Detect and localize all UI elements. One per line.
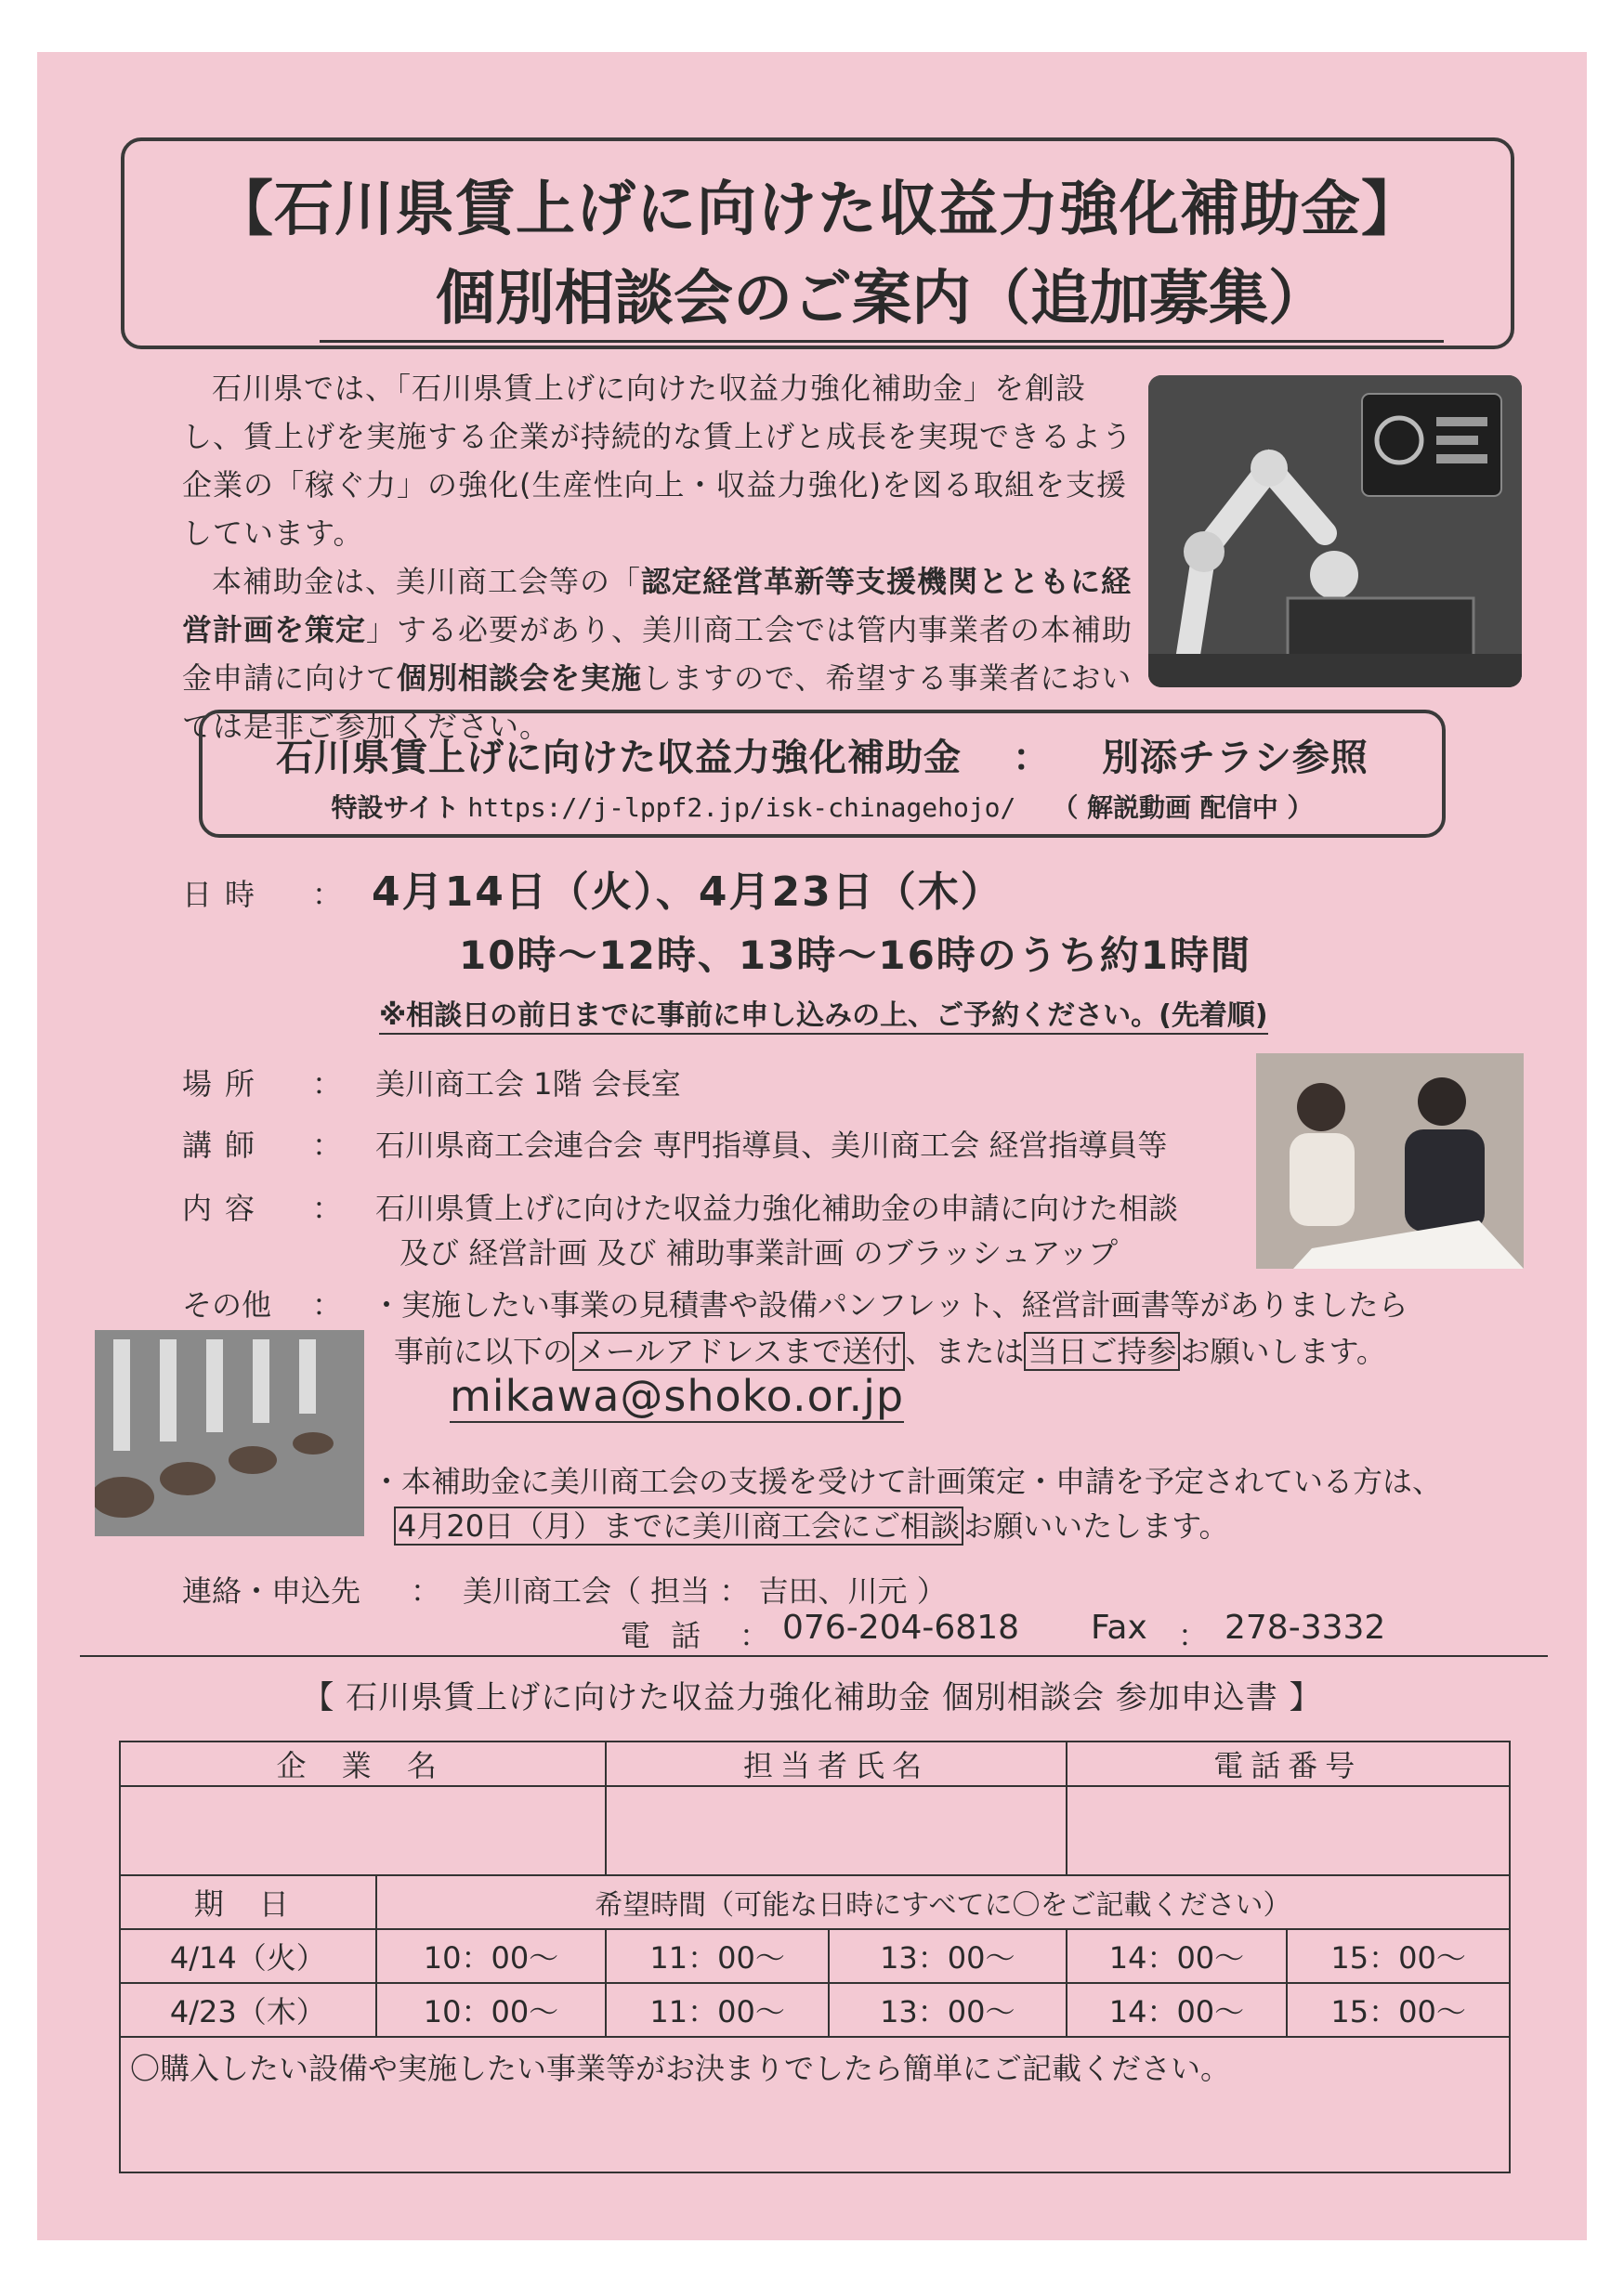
company-input-cell[interactable] xyxy=(120,1786,606,1875)
time-slot-cell[interactable]: 14：00～ xyxy=(1067,1983,1288,2037)
person-input-cell[interactable] xyxy=(606,1786,1066,1875)
other1-f: お願いします。 xyxy=(1180,1334,1386,1369)
content-label: 内容 xyxy=(182,1191,268,1226)
other1-boxed-email: メールアドレスまで送付 xyxy=(572,1332,905,1371)
content-value-1: 石川県賃上げに向けた収益力強化補助金の申請に向けた相談 xyxy=(375,1191,1179,1226)
contact-label: 連絡・申込先 xyxy=(182,1573,361,1609)
other-item-1-cont xyxy=(394,1328,1386,1371)
time-value: 10時～12時、13時～16時のうち約1時間 xyxy=(459,933,1252,978)
time-slot-cell[interactable]: 13：00～ xyxy=(829,1929,1067,1983)
place-colon: ： xyxy=(312,1066,343,1102)
time-slot-cell[interactable]: 11：00～ xyxy=(606,1929,829,1983)
intro-p2-c: 」する必要があり、美川商工会では管内事業者の本補助金申請に向けて xyxy=(182,612,1133,696)
site-url-link[interactable]: https://j-lppf2.jp/isk-chinagehojo/ xyxy=(467,792,1016,823)
subsidy-sep: ： xyxy=(1013,737,1051,779)
subsidy-ref: 別添チラシ参照 xyxy=(1101,737,1369,779)
col-person-header: 担当者氏名 xyxy=(606,1742,1066,1786)
other-item-2-cont xyxy=(394,1503,1229,1546)
title-line2: 個別相談会のご案内（追加募集） xyxy=(320,251,1444,343)
schedule-row xyxy=(120,1929,1510,1983)
col-date-header: 期 日 xyxy=(120,1875,376,1929)
schedule-header-row xyxy=(120,1875,1510,1929)
date-colon: ： xyxy=(312,877,343,912)
title-line1: 【石川県賃上げに向けた収益力強化補助金】 xyxy=(214,176,1421,244)
tel-value: 076-204-6818 xyxy=(782,1609,1020,1647)
remarks-label: 〇購入したい設備や実施したい事業等がお決まりでしたら簡単にご記載ください。 xyxy=(130,2051,1231,2086)
meeting-photo xyxy=(1256,1053,1524,1269)
time-slot-cell[interactable]: 10：00～ xyxy=(376,1983,607,2037)
intro-text xyxy=(182,364,1139,750)
fax-colon: ： xyxy=(1178,1618,1209,1653)
content-colon: ： xyxy=(312,1191,343,1226)
date-value: 4月14日（火）、4月23日（木） xyxy=(372,868,1003,916)
other2-c: お願いいたします。 xyxy=(963,1508,1229,1544)
form-header-row xyxy=(120,1742,1510,1786)
time-slot-cell[interactable]: 11：00～ xyxy=(606,1983,829,2037)
contact-value: 美川商工会（ 担当 ： 吉田、川元 ） xyxy=(463,1573,947,1609)
other-item-1: ・実施したい事業の見積書や設備パンフレット、経営計画書等がありましたら xyxy=(372,1287,1408,1323)
remarks-cell[interactable] xyxy=(120,2037,1510,2172)
other1-boxed-bring: 当日ご持参 xyxy=(1024,1332,1180,1371)
other2-boxed: 4月20日（月）までに美川商工会にご相談 xyxy=(394,1507,963,1546)
intro-p2-a: 本補助金は、美川商工会等の「 xyxy=(212,564,642,599)
intro-p2-bold2: 個別相談会を実施 xyxy=(397,660,643,696)
time-slot-cell[interactable]: 15：00～ xyxy=(1287,1983,1510,2037)
other1-d: 、または xyxy=(905,1334,1025,1369)
intro-p2-bold1: 認定経営革新等支援機関とともに経営計画を策定 xyxy=(182,564,1133,647)
schedule-row xyxy=(120,1983,1510,2037)
phone-input-cell[interactable] xyxy=(1067,1786,1510,1875)
time-slot-cell[interactable]: 14：00～ xyxy=(1067,1929,1288,1983)
other-item-2: ・本補助金に美川商工会の支援を受けて計画策定・申請を予定されている方は、 xyxy=(372,1464,1443,1499)
lecturer-value: 石川県商工会連合会 専門指導員、美川商工会 経営指導員等 xyxy=(375,1128,1168,1163)
subsidy-site-line xyxy=(203,788,1442,825)
factory-photo xyxy=(95,1330,364,1536)
subsidy-name: 石川県賃上げに向けた収益力強化補助金 xyxy=(276,737,963,779)
other1-b: 事前に以下の xyxy=(394,1334,573,1369)
time-slot-cell[interactable]: 10：00～ xyxy=(376,1929,607,1983)
date-label: 日時 xyxy=(182,877,268,912)
subsidy-name-line xyxy=(203,728,1442,781)
lecturer-colon: ： xyxy=(312,1128,343,1163)
meeting-illustration xyxy=(1256,1053,1524,1269)
fax-value: 278-3332 xyxy=(1225,1609,1386,1647)
email-link[interactable]: mikawa@shoko.or.jp xyxy=(450,1371,905,1421)
tel-colon: ： xyxy=(740,1618,770,1653)
remarks-row xyxy=(120,2037,1510,2172)
time-slot-cell[interactable]: 15：00～ xyxy=(1287,1929,1510,1983)
col-time-header: 希望時間（可能な日時にすべてに〇をご記載ください） xyxy=(376,1875,1510,1929)
factory-illustration xyxy=(95,1330,364,1536)
schedule-date-cell: 4/14（火） xyxy=(120,1929,376,1983)
title-box xyxy=(121,137,1514,349)
intro-paragraph-1: 石川県では、「石川県賃上げに向けた収益力強化補助金」を創設し、賃上げを実施する企業が持続的な賃上げと成長を実現できるよう企業の「稼ぐ力」の強化(生産性向上・収益力強化)を図る取組を支援しています。 xyxy=(182,371,1133,551)
intro-p2-e: しますので、希望する事業者においては是非ご参加ください。 xyxy=(182,660,1133,744)
time-slot-cell[interactable]: 13：00～ xyxy=(829,1983,1067,2037)
form-title: 【 石川県賃上げに向けた収益力強化補助金 個別相談会 参加申込書 】 xyxy=(302,1679,1322,1716)
contact-colon: ： xyxy=(411,1573,441,1609)
col-company-header: 企 業 名 xyxy=(120,1742,606,1786)
place-label: 場所 xyxy=(182,1066,268,1102)
section-divider xyxy=(80,1655,1548,1657)
content-value-2: 及び 経営計画 及び 補助事業計画 のブラッシュアップ xyxy=(399,1235,1119,1271)
tel-label: 電 話 xyxy=(621,1618,707,1653)
other-colon: ： xyxy=(312,1287,343,1323)
lecturer-label: 講師 xyxy=(182,1128,268,1163)
robot-arm-image xyxy=(1148,375,1522,687)
col-phone-header: 電話番号 xyxy=(1067,1742,1510,1786)
site-label: 特設サイト xyxy=(331,792,460,823)
subsidy-info-box xyxy=(199,710,1446,838)
fax-label: Fax xyxy=(1091,1609,1147,1647)
robot-arm-illustration xyxy=(1148,375,1522,687)
video-note: （ 解説動画 配信中 ） xyxy=(1052,792,1314,823)
application-form-table xyxy=(119,1741,1511,2173)
date-note: ※相談日の前日までに事前に申し込みの上、ご予約ください。(先着順) xyxy=(379,992,1268,1035)
form-input-row xyxy=(120,1786,1510,1875)
schedule-date-cell: 4/23（木） xyxy=(120,1983,376,2037)
place-value: 美川商工会 1階 会長室 xyxy=(375,1066,681,1102)
other-label: その他 xyxy=(182,1287,272,1323)
